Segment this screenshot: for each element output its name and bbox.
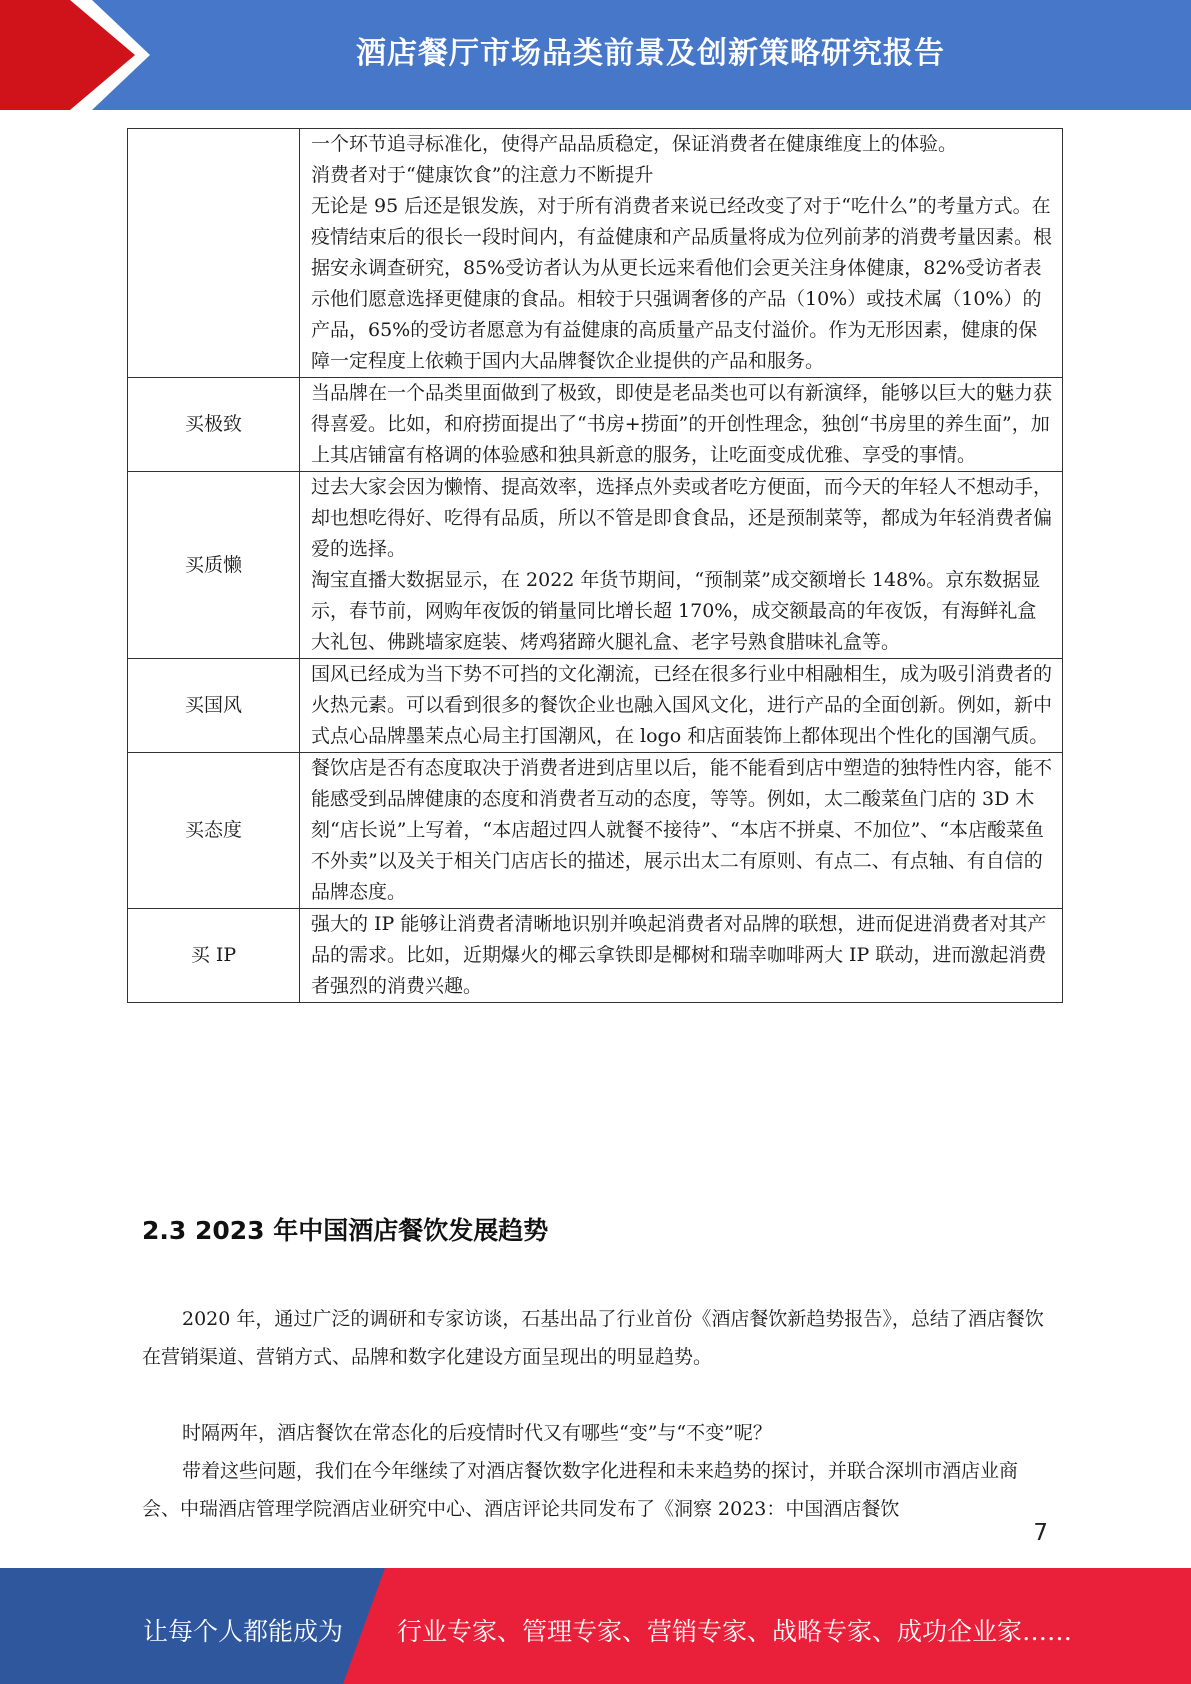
table-row — [128, 753, 1063, 909]
page-footer — [0, 1568, 1191, 1684]
table-paragraph: 国风已经成为当下势不可挡的文化潮流，已经在很多行业中相融相生，成为吸引消费者的火热元素。可以看到很多的餐饮企业也融入国风文化，进行产品的全面创新。例如，新中式点心品牌墨茉点心局主打国潮风，在 logo 和店面装饰上都体现出个性化的国潮气质。 — [311, 663, 1053, 747]
table-row — [128, 472, 1063, 659]
table-category-cell: 买极致 — [128, 378, 300, 472]
table-row — [128, 378, 1063, 472]
table-paragraph: 当品牌在一个品类里面做到了极致，即使是老品类也可以有新演绎，能够以巨大的魅力获得喜爱。比如，和府捞面提出了“书房+捞面”的开创性理念，独创“书房里的养生面”，加上其店铺富有格调的体验感和独具新意的服务，让吃面变成优雅、享受的事情。 — [311, 382, 1053, 466]
table-category-cell: 买国风 — [128, 659, 300, 753]
table-paragraph: 过去大家会因为懒惰、提高效率，选择点外卖或者吃方便面，而今天的年轻人不想动手，却也想吃得好、吃得有品质，所以不管是即食食品，还是预制菜等，都成为年轻消费者偏爱的选择。 — [311, 476, 1053, 560]
table-paragraph: 强大的 IP 能够让消费者清晰地识别并唤起消费者对品牌的联想，进而促进消费者对其产品的需求。比如，近期爆火的椰云拿铁即是椰树和瑞幸咖啡两大 IP 联动，进而激起消费者强烈的消费兴趣。 — [311, 913, 1047, 997]
page-number: 7 — [1033, 1520, 1048, 1546]
body-paragraph: 带着这些问题，我们在今年继续了对酒店餐饮数字化进程和未来趋势的探讨，并联合深圳市酒店业商会、中瑞酒店管理学院酒店业研究中心、酒店评论共同发布了《洞察 2023：中国酒店餐饮 — [142, 1460, 1019, 1520]
table-paragraph: 无论是 95 后还是银发族，对于所有消费者来说已经改变了对于“吃什么”的考量方式。在疫情结束后的很长一段时间内，有益健康和产品质量将成为位列前茅的消费考量因素。根据安永调查研究，85%受访者认为从更长远来看他们会更关注身体健康，82%受访者表示他们愿意选择更健康的食品。相较于只强调奢侈的产品（10%）或技术属（10%）的产品，65%的受访者愿意为有益健康的高质量产品支付溢价。作为无形因素，健康的保障一定程度上依赖于国内大品牌餐饮企业提供的产品和服务。 — [311, 195, 1053, 372]
page-header — [0, 0, 1191, 110]
body-paragraph: 2020 年，通过广泛的调研和专家访谈，石基出品了行业首份《酒店餐饮新趋势报告》，总结了酒店餐饮在营销渠道、营销方式、品牌和数字化建设方面呈现出的明显趋势。 — [142, 1308, 1044, 1368]
table-description-cell — [300, 129, 1063, 378]
table-row — [128, 659, 1063, 753]
table-description-cell — [300, 378, 1063, 472]
table-paragraph: 消费者对于“健康饮食”的注意力不断提升 — [311, 164, 654, 186]
table-paragraph: 餐饮店是否有态度取决于消费者进到店里以后，能不能看到店中塑造的独特性内容，能不能感受到品牌健康的态度和消费者互动的态度，等等。例如，太二酸菜鱼门店的 3D 木刻“店长说”上写着，“本店超过四人就餐不接待”、“本店不拼桌、不加位”、“本店酸菜鱼不外卖”以及关于相关门店店长的描述，展示出太二有原则、有点二、有点轴、有自信的品牌态度。 — [311, 757, 1053, 903]
footer-slogan-right: 行业专家、管理专家、营销专家、战略专家、成功企业家…… — [397, 1617, 1073, 1646]
body-paragraph: 时隔两年，酒店餐饮在常态化的后疫情时代又有哪些“变”与“不变”呢？ — [182, 1422, 772, 1444]
table-category-cell: 买态度 — [128, 753, 300, 909]
table-row — [128, 129, 1063, 378]
table-row — [128, 909, 1063, 1003]
table-description-cell — [300, 659, 1063, 753]
table-description-cell — [300, 753, 1063, 909]
table-category-cell: 买质懒 — [128, 472, 300, 659]
header-arrow-icon — [0, 0, 135, 110]
table-category-cell — [128, 129, 300, 378]
table-description-cell — [300, 472, 1063, 659]
table-description-cell — [300, 909, 1063, 1003]
table-paragraph: 一个环节追寻标准化，使得产品品质稳定，保证消费者在健康维度上的体验。 — [311, 133, 958, 155]
footer-slogan-left: 让每个人都能成为 — [143, 1617, 344, 1646]
section-heading: 2.3 2023 年中国酒店餐饮发展趋势 — [142, 1216, 549, 1245]
table-category-cell: 买 IP — [128, 909, 300, 1003]
report-title: 酒店餐厅市场品类前景及创新策略研究报告 — [356, 36, 945, 71]
category-table — [127, 128, 1063, 1003]
table-paragraph: 淘宝直播大数据显示，在 2022 年货节期间，“预制菜”成交额增长 148%。京东数据显示，春节前，网购年夜饭的销量同比增长超 170%，成交额最高的年夜饭，有海鲜礼盒大礼包、佛跳墙家庭装、烤鸡猪蹄火腿礼盒、老字号熟食腊味礼盒等。 — [311, 569, 1041, 653]
